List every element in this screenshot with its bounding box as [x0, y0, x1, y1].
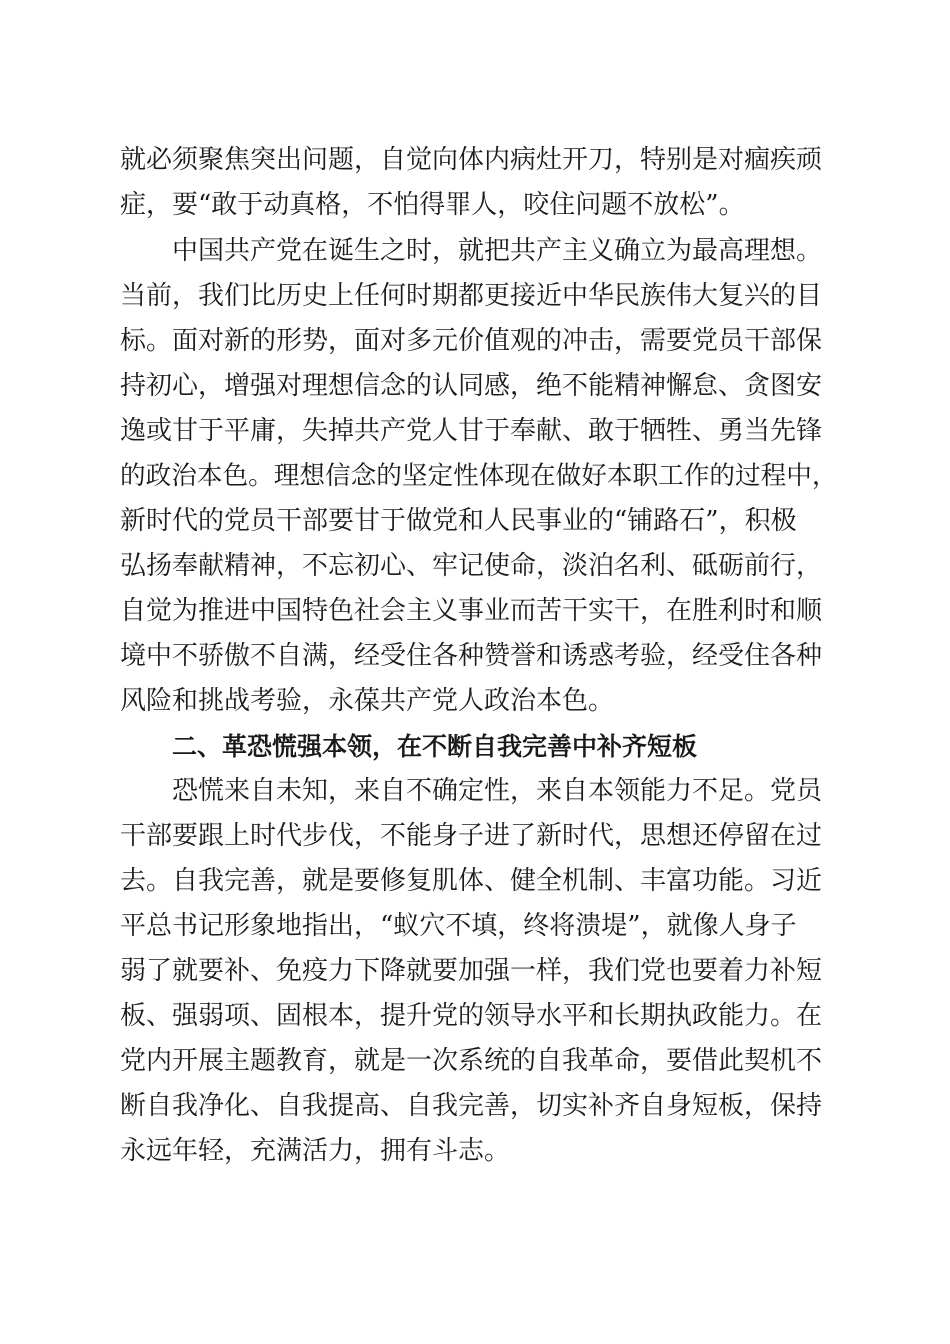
body-line: 板、强弱项、固根本，提升党的领导水平和长期执政能力。在 [120, 1001, 823, 1031]
body-line: 去。自我完善，就是要修复肌体、健全机制、丰富功能。习近 [120, 866, 823, 896]
body-line: 当前，我们比历史上任何时期都更接近中华民族伟大复兴的目 [120, 281, 823, 311]
body-line: 弱了就要补、免疫力下降就要加强一样，我们党也要着力补短 [120, 956, 823, 986]
body-line: 新时代的党员干部要甘于做党和人民事业的“铺路石”，积极 [120, 506, 797, 536]
body-line: 境中不骄傲不自满，经受住各种赞誉和诱惑考验，经受住各种 [120, 641, 823, 671]
paragraph-first-line: 中国共产党在诞生之时，就把共产主义确立为最高理想。 [172, 236, 823, 266]
body-line: 平总书记形象地指出，“蚁穴不填，终将溃堤”，就像人身子 [120, 911, 797, 941]
body-line: 标。面对新的形势，面对多元价值观的冲击，需要党员干部保 [120, 326, 823, 356]
body-line: 持初心，增强对理想信念的认同感，绝不能精神懈怠、贪图安 [120, 371, 823, 401]
body-line: 弘扬奉献精神，不忘初心、牢记使命，淡泊名利、砥砺前行， [120, 551, 823, 581]
body-line: 党内开展主题教育，就是一次系统的自我革命，要借此契机不 [120, 1046, 823, 1076]
body-line: 逸或甘于平庸，失掉共产党人甘于奉献、敢于牺牲、勇当先锋 [120, 416, 823, 446]
body-line: 干部要跟上时代步伐，不能身子进了新时代，思想还停留在过 [120, 821, 823, 851]
section-heading: 二、革恐慌强本领，在不断自我完善中补齐短板 [172, 732, 698, 761]
body-line: 自觉为推进中国特色社会主义事业而苦干实干，在胜利时和顺 [120, 596, 823, 626]
body-line: 断自我净化、自我提高、自我完善，切实补齐自身短板，保持 [120, 1091, 823, 1121]
body-line: 永远年轻，充满活力，拥有斗志。 [120, 1136, 511, 1166]
body-line: 就必须聚焦突出问题，自觉向体内病灶开刀，特别是对痼疾顽 [120, 145, 823, 175]
body-line: 的政治本色。理想信念的坚定性体现在做好本职工作的过程中， [120, 461, 838, 491]
body-line: 风险和挑战考验，永葆共产党人政治本色。 [120, 686, 615, 716]
paragraph-first-line: 恐慌来自未知，来自不确定性，来自本领能力不足。党员 [172, 776, 823, 806]
body-line: 症，要“敢于动真格，不怕得罪人，咬住问题不放松”。 [120, 190, 745, 220]
